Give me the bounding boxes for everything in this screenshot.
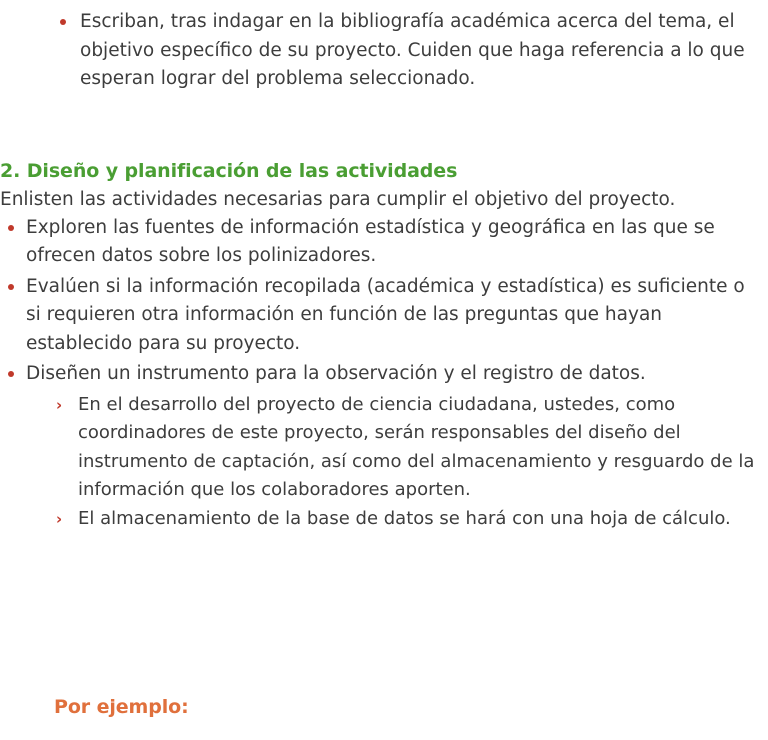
section-block: [0, 96, 768, 534]
closing-label: Por ejemplo:: [54, 696, 189, 718]
intro-bullet-list: [56, 8, 758, 94]
list-item-text: Exploren las fuentes de información estadística y geográfica en las que se ofrecen datos sobre los polinizadores.: [26, 216, 715, 266]
section-intro-text: Enlisten las actividades necesarias para cumplir el objetivo del proyecto.: [0, 188, 676, 210]
list-item-text: Diseñen un instrumento para la observación y el registro de datos.: [26, 363, 646, 384]
sub-list-item-text: En el desarrollo del proyecto de ciencia ciudadana, ustedes, como coordinadores de este proyecto, serán responsables del diseño del instrumento de captación, así como del almacenamiento y resguardo de la información que los colaboradores aporten.: [78, 393, 755, 500]
bullet-dot-icon: [8, 284, 14, 290]
list-item-text: Escriban, tras indagar en la bibliografía académica acerca del tema, el objetivo específico de su proyecto. Cuiden que haga referencia a lo que esperan lograr del problema seleccionado.: [80, 11, 745, 89]
chevron-right-icon: ›: [56, 509, 63, 528]
bullet-dot-icon: [8, 225, 14, 231]
list-item: [0, 214, 758, 271]
sub-list-item-text: El almacenamiento de la base de datos se hará con una hoja de cálculo.: [78, 507, 731, 529]
chevron-right-icon: ›: [56, 395, 63, 414]
list-item: [0, 360, 758, 533]
list-item-text: Evalúen si la información recopilada (académica y estadística) es suficiente o si requieren otra información en función de las preguntas que hayan establecido para su proyecto.: [26, 275, 745, 354]
list-item: [0, 273, 758, 359]
intro-bullet-block: [0, 0, 768, 94]
list-item: [56, 8, 758, 94]
sub-list-item: [56, 391, 758, 505]
bullet-dot-icon: [8, 371, 14, 377]
sub-bullet-list: [26, 391, 758, 534]
bullet-dot-icon: [60, 19, 66, 25]
activities-bullet-list: [0, 214, 758, 534]
sub-list-item: [56, 505, 758, 534]
section-heading: 2. Diseño y planificación de las actividades: [0, 159, 458, 182]
